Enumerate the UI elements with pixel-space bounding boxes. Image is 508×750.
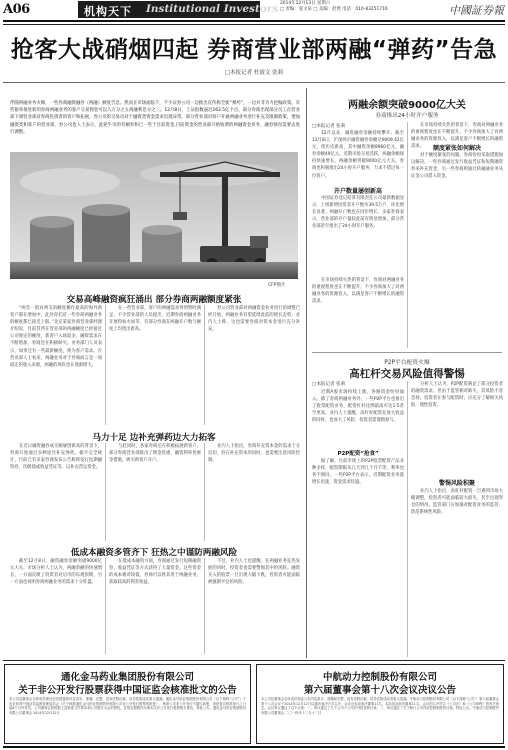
right-pill-heading: P2P配资“抢食” — [337, 451, 379, 457]
section-title-english: Institutional Investors — [146, 3, 279, 15]
main-byline: □本报记者 杜霞文 张莉 — [224, 70, 284, 76]
page-number: A06 — [3, 2, 30, 17]
announcement-right-body: 本公司及董事会全体成员保证公告内容真实、准确和完整，没有虚假记载、误导性陈述或者重大遗漏。中航动力控制股份有限公司（以下简称“公司”）第六届董事会第十八次会议于2014年12月12日以通讯表决方式召开，会议应参加表决董事11名，实际参加表决董事11名。会议的召开符合《公司法》和《公司章程》的有关规定。会议审议通过了以下议案：一、审议通过了关于公司子公司对外投资的议案；二、审议通过了关于修订公司内部控制制度的议案。特此公告。中航动力控制股份有限公司董事会 二〇一四年十二月十二日 — [261, 697, 499, 715]
right-col2-text: 在市场持续火热的背景下，券商对两融业务的重视程度也在不断提升，不少券商加大了对两融业务的资源投入，以满足客户不断增长的融资需求。 — [411, 123, 503, 150]
announcement-left-company: 通化金马药业集团股份有限公司 — [60, 672, 194, 683]
right-col2-text-2: 对于额度紧张的问题，券商纷纷采取措施加以解决。一些券商通过发行收益凭证和短期融资券来补充资金，另一些券商则通过转融通业务从证金公司借入资金。 — [411, 153, 503, 180]
footer-rule — [3, 746, 505, 748]
photo-credit: CFP图片 — [268, 283, 286, 288]
right-col1-text-3: 在市场持续火热的背景下，券商对两融业务的重视程度也在不断提升，不少券商加大了对两融业务的资源投入，以满足客户不断增长的融资需求。 — [312, 278, 404, 305]
section2-title: 马力十足 边补充弹药边大力拓客 — [92, 433, 216, 443]
column-divider — [407, 381, 408, 657]
right-minihead-3: 警惕风险积聚 — [438, 480, 475, 487]
announcement-left — [4, 664, 251, 744]
header-editors: □ 责编：张文泉 □ 美编：赵然 电话：010-83251716 — [280, 7, 388, 12]
photo-illustration — [10, 152, 298, 279]
article-col3-text-2: 业内人士指出，券商补充资本金的需求十分迫切，但在补充资本的同时，也需要注意风险控制。 — [208, 444, 300, 464]
right-col3-text: 近期A股市场持续上涨，各路资金纷纷涌入。除了券商两融业务外，一些P2P平台也推出了股票配资业务，配资杠杆比例最高可达1:5甚至更高。业内人士提醒，高杠杆配资在放大收益的同时，也放大了风险，投资者需谨慎参与。 — [312, 390, 404, 424]
right-byline-1: □本报记者 张莉 — [312, 124, 346, 129]
ads-rule — [3, 660, 505, 661]
right-col4-text-2: 业内人士指出，高杠杆配资一旦遇到市场大幅调整，投资者可能面临较大损失，甚至出现穿仓的情况。监管部门应加强对配资业务的监管，防范系统性风险。 — [411, 489, 503, 516]
announcement-left-title: 关于非公开发行股票获得中国证监会核准批文的公告 — [18, 685, 237, 696]
header-info — [280, 1, 388, 13]
article-col2-text: 在一些营业部，客户的两融需求得到暂时满足。不少营业部的人员提出，近期券商两融业务开展得如火如荼，有部分券商在两融开户数与额度上均创出新高。 — [109, 306, 201, 333]
section-title: 机构天下 — [84, 5, 132, 18]
header-rule-thin — [3, 24, 505, 25]
section1-title: 交易高峰融资疯狂涌出 部分券商两融额度紧张 — [66, 295, 242, 305]
right-minihead-1: 开户数量屡创新高 — [333, 188, 382, 195]
article-col2-text-2: 与此同时，各家券商还在积极拓展新客户，部分券商营业部推出了佣金优惠、融资利率优惠等措施，吸引新客户开户。 — [109, 444, 201, 464]
column-divider — [105, 305, 106, 425]
announcement-right-company: 中航动力控制股份有限公司 — [322, 672, 437, 683]
lead-paragraph: 伴随两融业务火爆，一些券商融资融券（两融）额度告急。然而在市场面临下，不少证券公司一边推出宣传称全新“弹药”，一边并非为力挖掘政策。有些银率推进新的券商两融业务的客户交易佣金可以入万分之五两融利息分之三。12月8日，上证指数逼近163.5亿个点，部分券商出现部分员工在营业部下调营业部对券商投资者的客户和拓展，券公司的交易员对于融资类资金需求出现异常，部分营业部对客户开通两融业务进行补充及限制政策，增加融资类和客户的营业部，券公司也人士表示，此轮牛市的有额券和已一些于目前资金,目前资金的营业部开始收费的两融资金业务，融券情况需要去进行调整。 — [10, 101, 300, 135]
article-col1-text: “两会一般对两支的额度操作最高的海外新客户都在增加中，此处你们近一些券商两融业务的额度都已接近上限。”北京某家券商营业部经理介绍说，目前其所在营业部的两融额度已经接近公司规定的额度，新客户入场较多，融资需求在不断增加，券商也在积极研究。业务部门人员表示，如果还有一些最新额度，则为客户需求。在营业部人士看来，两融业务对于券商而言是一项稳定的收入来源，两融的风险也在逐渐增大。 — [10, 306, 102, 368]
right-section-divider — [312, 352, 502, 353]
headline-rule — [3, 82, 505, 83]
main-column-divider — [306, 88, 307, 658]
newspaper-logo: 中國証券報 — [449, 4, 504, 17]
construction-crane-photo — [10, 152, 298, 279]
right-col4-text: 分析人士认为，P2P配资满足了部分投资者的融资需求，但由于监管相对缺失，其风险不容忽视。投资者在参与配资时，应充分了解相关风险，理性投资。 — [411, 382, 503, 409]
article-col3-text: 券公司营业部对两融资金业务进行的调整已经开始。两融业务有望延续此前的增长态势，业内人士称，这也需要券商对资本金进行充分补充。 — [208, 306, 300, 333]
announcement-right — [256, 664, 504, 744]
column-divider — [407, 122, 408, 348]
page-header — [0, 0, 508, 19]
right-headline-2-kicker: P2P平台配资火爆 — [384, 360, 430, 366]
column-divider — [204, 305, 205, 425]
header-rule — [3, 20, 505, 22]
right-headline-2: 高杠杆交易风险值得警惕 — [349, 368, 465, 380]
right-col1-text: 12月以来，融资融券余额持续攀升。截至12月8日，沪深两市融资融券余额达9009.42亿元，创历史新高，其中融资余额8960亿元，融券余额49亿元。近期市场交易活跃，两融余额保持快速增长。两融余额突破9000亿元大关，券商也积极推出24小时开户服务，力求不错过每一位客户。 — [312, 131, 404, 179]
column-divider — [204, 558, 205, 654]
announcement-right-title: 第六届董事会第十八次会议决议公告 — [303, 685, 456, 696]
right-col1-text-2: 中国证券登记结算有限责任公司最新数据显示，上周新增投资者开户数为39.5万户，环比增长显著。两融开户数也在同步增长，多家券商表示，营业部的开户量较此前有明显增加，部分营业部甚至推出了24小时开户服务。 — [312, 196, 404, 230]
article-col2-text-3: 在低成本融资方面，券商通过发行短期融资券、收益凭证等方式获得了大量资金。这些资金的成本相对较低，券商可以将其用于两融业务，获取较高的利差收益。 — [109, 559, 201, 586]
right-subheadline-1: 券商推出24小时开户服务 — [375, 113, 439, 119]
section3-title: 低成本融资多管齐下 狂热之中谨防两融风险 — [70, 548, 238, 558]
article-col1-text-2: 在近日融资融券成交额屡创新高的背景下，券商开始通过多种途径补充弹药。据不完全统计，目前已有多家券商发布公告称将发行短期融资券、次级债或收益凭证等，以补充营运资金。 — [10, 444, 102, 471]
right-col3-text-2: 据了解，目前市场上的P2P股票配资产品多种多样，配资期限从几天到几个月不等，利率也各不相同。一些P2P平台表示，近期配资业务量增长迅速，资金需求旺盛。 — [312, 459, 404, 486]
article-col3-text-3: 不过，业内人士也提醒，在两融业务狂热发展的同时，投资者也需要警惕其中的风险。融资买入的股票一旦出现大幅下跌，投资者可能面临被强制平仓的风险。 — [208, 559, 300, 586]
right-byline-2: □本报记者 张莉 — [312, 382, 346, 387]
column-divider — [204, 443, 205, 541]
header-date: 2014年12月13日 星期六 — [280, 1, 331, 6]
right-headline-1: 两融余额突破9000亿大关 — [348, 100, 466, 111]
article-col1-text-3: 截至12月8日，融资融券余额突破9000亿元大关。市场分析人士认为，两融余额的快速增长，一方面反映了投资者对后市的乐观预期，另一方面也说明券商两融业务的需求十分旺盛。 — [10, 559, 102, 586]
column-divider — [105, 558, 106, 654]
right-minihead-2: 额度紧张如何解决 — [432, 145, 481, 152]
main-headline: 抢客大战硝烟四起 券商营业部两融“弹药”告急 — [10, 37, 498, 63]
announcement-left-body: 本公司及董事会全体成员保证信息披露的内容真实、准确、完整，没有虚假记载、误导性陈述或重大遗漏。通化金马药业集团股份有限公司（以下简称“公司”）于近日收到中国证券监督管理委员会《关于核准通化金马药业集团股份有限公司非公开发行股票的批复》，核准公司非公开发行不超过新股，该批复自核准发行之日起6个月内有效。公司董事会将根据上述核准文件要求和公司股东大会的授权，在规定期限内办理本次非公开发行股票相关事宜。特此公告。通化金马药业集团股份有限公司董事会 2014年12月12日 — [9, 697, 246, 715]
column-divider — [105, 443, 106, 541]
